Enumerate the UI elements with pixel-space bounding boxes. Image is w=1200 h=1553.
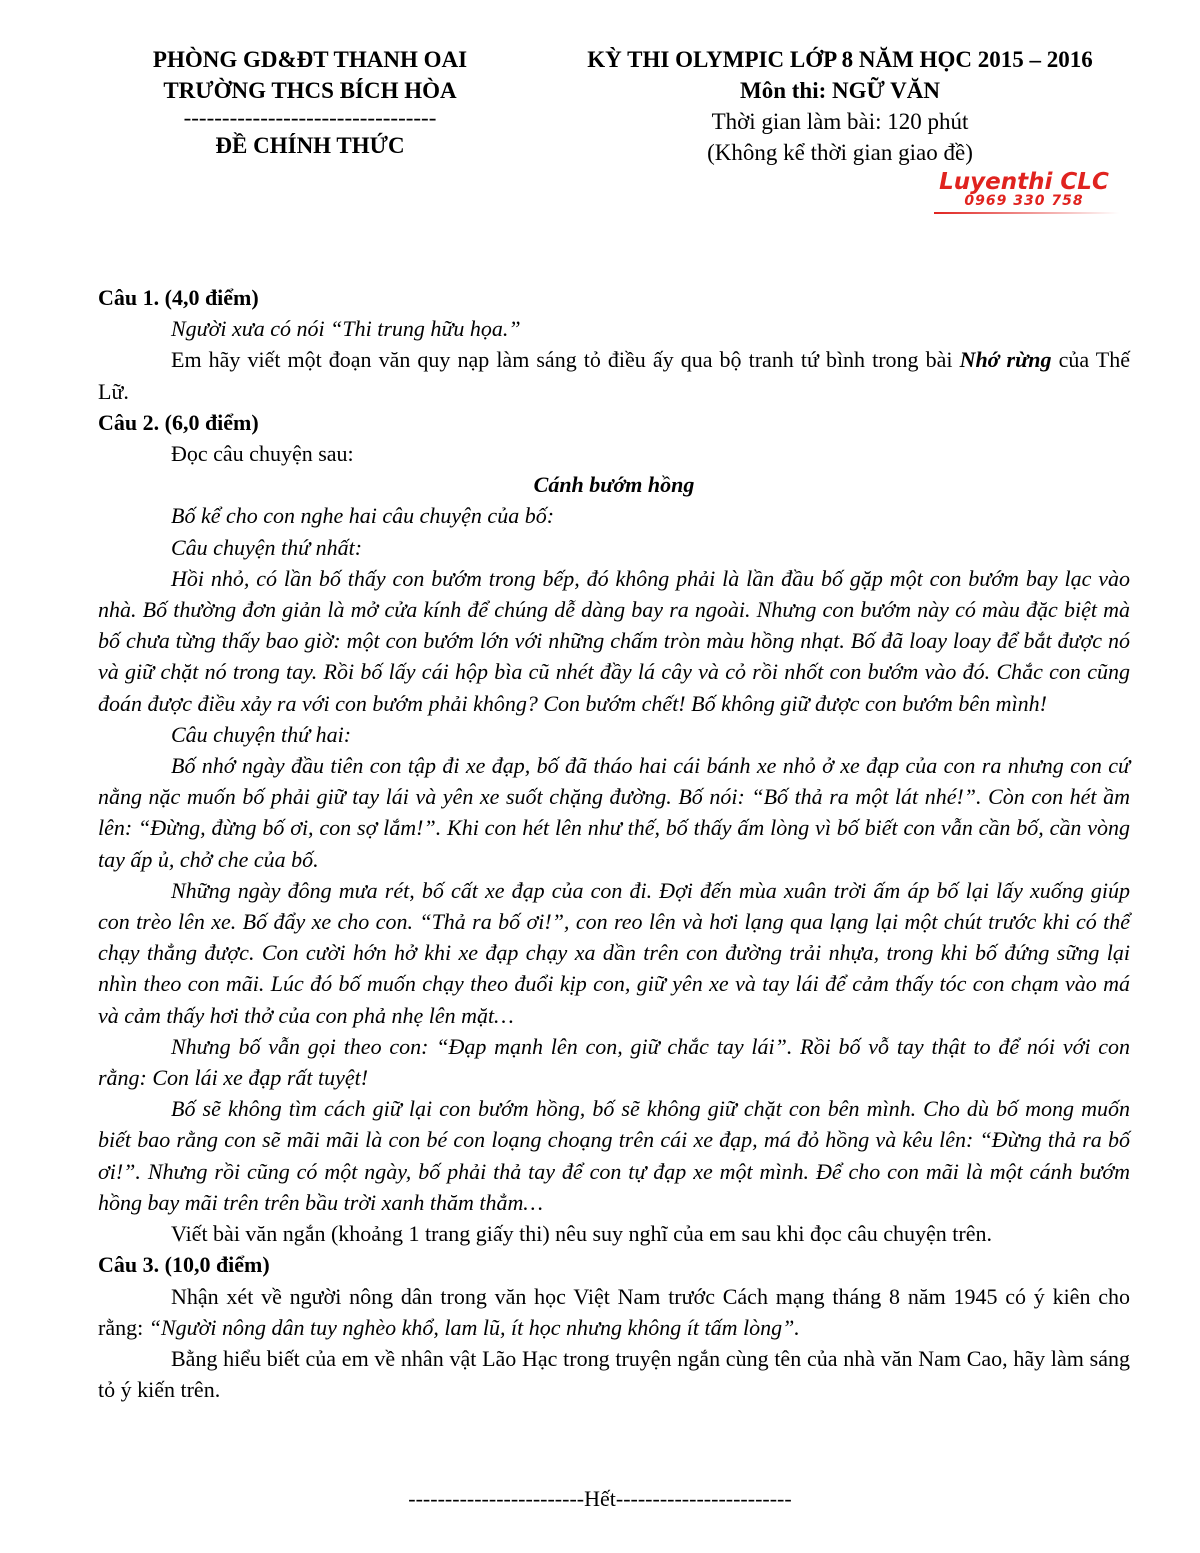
q1-task-after: của Thế Lữ. <box>98 347 1130 404</box>
q3-paragraph-1 <box>98 1281 1130 1343</box>
department-name: PHÒNG GD&ĐT THANH OAI <box>152 47 468 72</box>
story-paragraph: Bố nhớ ngày đầu tiên con tập đi xe đạp, bố đã tháo hai cái bánh xe nhỏ ở xe đạp của con ra nhưng con cứ nằng nặc muốn bố phải giữ tay lái và yên xe suốt chặng đường. Bố nói: “Bố thả ra một lát nhé!”. Còn con hét ầm lên: “Đừng, đừng bố ơi, con sợ lắm!”. Khi con hét lên như thế, bố thấy ấm lòng vì bố biết con vẫn cần bố, cần vòng tay ấp ủ, chở che của bố. <box>98 753 1130 872</box>
end-marker: ------------------------Hết------------------------ <box>408 1486 792 1511</box>
q2-task: Viết bài văn ngắn (khoảng 1 trang giấy thi) nêu suy nghĩ của em sau khi đọc câu chuyện trên. <box>171 1221 992 1247</box>
story-paragraph: Hồi nhỏ, có lần bố thấy con bướm trong bếp, đó không phải là lần đầu bố gặp một con bướm bay lạc vào nhà. Bố thường đơn giản là mở cửa kính để chúng dễ dàng bay ra ngoài. Nhưng con bướm này có màu đặc biệt mà bố chưa từng thấy bao giờ: một con bướm lớn với những chấm tròn màu hồng nhạt. Bố đã loay loay để bắt được nó và giữ chặt nó trong tay. Rồi bố lấy cái hộp bìa cũ nhét đầy lá cây và cỏ rồi nhốt con bướm vào đó. Chắc con cũng đoán được điều xảy ra với con bướm phải không? Con bướm chết! Bố không giữ được con bướm bên mình! <box>98 565 1130 716</box>
q2-heading: Câu 2. (6,0 điểm) <box>98 409 259 435</box>
duration-note: (Không kể thời gian giao đề) <box>707 140 973 165</box>
exam-title: KỲ THI OLYMPIC LỚP 8 NĂM HỌC 2015 – 2016 <box>587 47 1093 72</box>
story-paragraph: Bố sẽ không tìm cách giữ lại con bướm hồng, bố sẽ không giữ chặt con bên mình. Cho dù bố mong muốn biết bao rằng con sẽ mãi mãi là con bé con loạng choạng trên cái xe đạp, má đỏ hồng và kêu lên: “Đừng thả ra bố ơi!”. Nhưng rồi cũng có một ngày, bố phải thả tay để con tự đạp xe một mình. Để cho con mãi là một cánh bướm hồng bay mãi trên trên bầu trời xanh thăm thẳm… <box>98 1096 1130 1215</box>
header-right <box>520 44 1160 168</box>
q3-heading: Câu 3. (10,0 điểm) <box>98 1252 270 1278</box>
story-paragraph: Câu chuyện thứ hai: <box>171 721 352 747</box>
q1-task-before: Em hãy viết một đoạn văn quy nạp làm sáng tỏ điều ấy qua bộ tranh tứ bình trong bài <box>171 347 960 373</box>
header-separator: --------------------------------- <box>183 105 437 130</box>
watermark-logo <box>914 168 1134 214</box>
story-paragraph: Nhưng bố vẫn gọi theo con: “Đạp mạnh lên con, giữ chắc tay lái”. Rồi bố vỗ tay thật to để nói với con rằng: Con lái xe đạp rất tuyệt! <box>98 1033 1130 1091</box>
story-paragraph: Câu chuyện thứ nhất: <box>171 534 363 560</box>
q1-task-title: Nhớ rừng <box>959 347 1052 373</box>
q3-paragraph-2: Bằng hiểu biết của em về nhân vật Lão Hạc trong truyện ngắn cùng tên của nhà văn Nam Cao, hãy làm sáng tỏ ý kiến trên. <box>98 1345 1130 1403</box>
story-paragraph: Những ngày đông mưa rét, bố cất xe đạp của con đi. Đợi đến mùa xuân trời ấm áp bố lại lấy xuống giúp con trèo lên xe. Bố đẩy xe cho con. “Thả ra bố ơi!”, con reo lên và hơi lạng qua lạng lại một chút trước khi có thể chạy thẳng được. Con cười hớn hở khi xe đạp chạy xa dần trên con đường trải nhựa, trong khi bố đứng sững lại nhìn theo con mãi. Lúc đó bố muốn chạy theo đuổi kịp con, giữ yên xe và tay lái để cảm thấy tóc con chạm vào má và cảm thấy hơi thở của con phả nhẹ lên mặt… <box>98 877 1130 1028</box>
logo-text: Luyenthi CLC <box>939 169 1109 195</box>
q3-p1-text: Nhận xét về người nông dân trong văn học Việt Nam trước Cách mạng tháng 8 năm 1945 có ý kiên cho rằng: <box>98 1283 1130 1340</box>
logo-underline <box>934 212 1119 214</box>
story-paragraph: Bố kể cho con nghe hai câu chuyện của bố: <box>171 503 555 529</box>
header-left <box>100 44 520 161</box>
duration: Thời gian làm bài: 120 phút <box>711 109 969 134</box>
q3-p1-quote: “Người nông dân tuy nghèo khổ, lam lũ, ít học nhưng không ít tấm lòng”. <box>148 1314 800 1340</box>
q1-quote: Người xưa có nói “Thi trung hữu họa.” <box>171 316 521 342</box>
school-name: TRƯỜNG THCS BÍCH HÒA <box>163 78 457 103</box>
q1-task <box>98 344 1130 406</box>
official-label: ĐỀ CHÍNH THỨC <box>215 133 405 158</box>
q1-heading: Câu 1. (4,0 điểm) <box>98 285 259 310</box>
subject: Môn thi: NGỮ VĂN <box>740 78 940 103</box>
q2-intro: Đọc câu chuyện sau: <box>171 441 354 467</box>
story-title: Cánh bướm hồng <box>533 472 695 498</box>
exam-content <box>98 282 1130 1405</box>
logo-phone: 0969 330 758 <box>964 193 1084 209</box>
